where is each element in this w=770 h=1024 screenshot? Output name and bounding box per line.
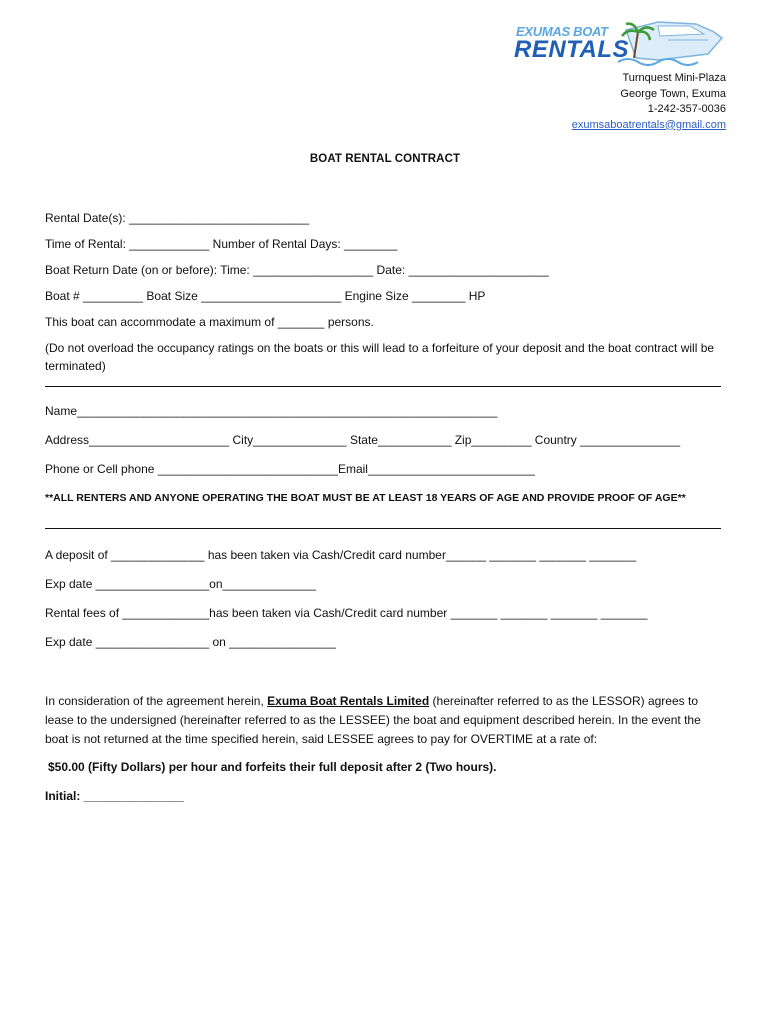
company-logo	[508, 18, 728, 68]
address-field[interactable]: Address_____________________ City______________ State___________ Zip_________ Country _______________	[45, 433, 681, 447]
rental-dates-field[interactable]: Rental Date(s): ___________________________	[45, 211, 310, 225]
time-of-rental-field[interactable]: Time of Rental: ____________ Number of Rental Days: ________	[45, 237, 398, 251]
page-title: BOAT RENTAL CONTRACT	[309, 153, 461, 165]
agreement-suffix: (hereinafter referred to as the LESSOR) agrees to lease to the undersigned (hereinafter referred to as the LESSEE) the boat and equipment described herein. In the event the boat is not returned at the time specified herein, said LESSEE agrees to pay for OVERTIME at a rate of:	[45, 694, 701, 746]
divider-line	[45, 386, 721, 387]
overtime-rate: $50.00 (Fifty Dollars) per hour and forfeits their full deposit after 2 (Two hours).	[48, 760, 497, 774]
deposit-exp-field[interactable]: Exp date _________________on______________	[45, 577, 316, 591]
company-name: Exuma Boat Rentals Limited	[267, 694, 430, 708]
initial-field[interactable]: Initial: _______________	[45, 789, 184, 803]
email-link[interactable]: exumsaboatrentals@gmail.com	[571, 118, 726, 131]
logo-line2: RENTALS	[514, 36, 630, 63]
return-date-field[interactable]: Boat Return Date (on or before): Time: __________________ Date: _____________________	[45, 263, 549, 277]
capacity-field[interactable]: This boat can accommodate a maximum of _______ persons.	[45, 315, 374, 329]
boat-info-field[interactable]: Boat # _________ Boat Size _____________________ Engine Size ________ HP	[45, 289, 486, 303]
name-field[interactable]: Name_______________________________________________________________	[45, 404, 498, 418]
rental-fees-exp-field[interactable]: Exp date _________________ on ________________	[45, 635, 336, 649]
divider-line	[45, 528, 721, 529]
overload-warning: (Do not overload the occupancy ratings on the boats or this will lead to a forfeiture of your deposit and the boat contract will be terminated)	[45, 341, 715, 373]
address-city: George Town, Exuma	[620, 87, 726, 100]
phone-email-field[interactable]: Phone or Cell phone ___________________________Email_________________________	[45, 462, 535, 476]
address-street: Turnquest Mini-Plaza	[622, 72, 726, 84]
address-block	[572, 71, 726, 133]
agreement-paragraph	[45, 692, 727, 749]
age-notice: **ALL RENTERS AND ANYONE OPERATING THE BOAT MUST BE AT LEAST 18 YEARS OF AGE AND PROVIDE PROOF OF AGE**	[45, 492, 686, 504]
agreement-prefix: In consideration of the agreement herein,	[45, 694, 268, 708]
deposit-field[interactable]: A deposit of ______________ has been taken via Cash/Credit card number______ _______ _______ _______	[45, 548, 637, 562]
logo-line1: EXUMAS BOAT	[516, 24, 608, 39]
address-phone: 1-242-357-0036	[647, 103, 726, 115]
rental-fees-field[interactable]: Rental fees of _____________has been taken via Cash/Credit card number _______ _______ _______ _______	[45, 606, 648, 620]
